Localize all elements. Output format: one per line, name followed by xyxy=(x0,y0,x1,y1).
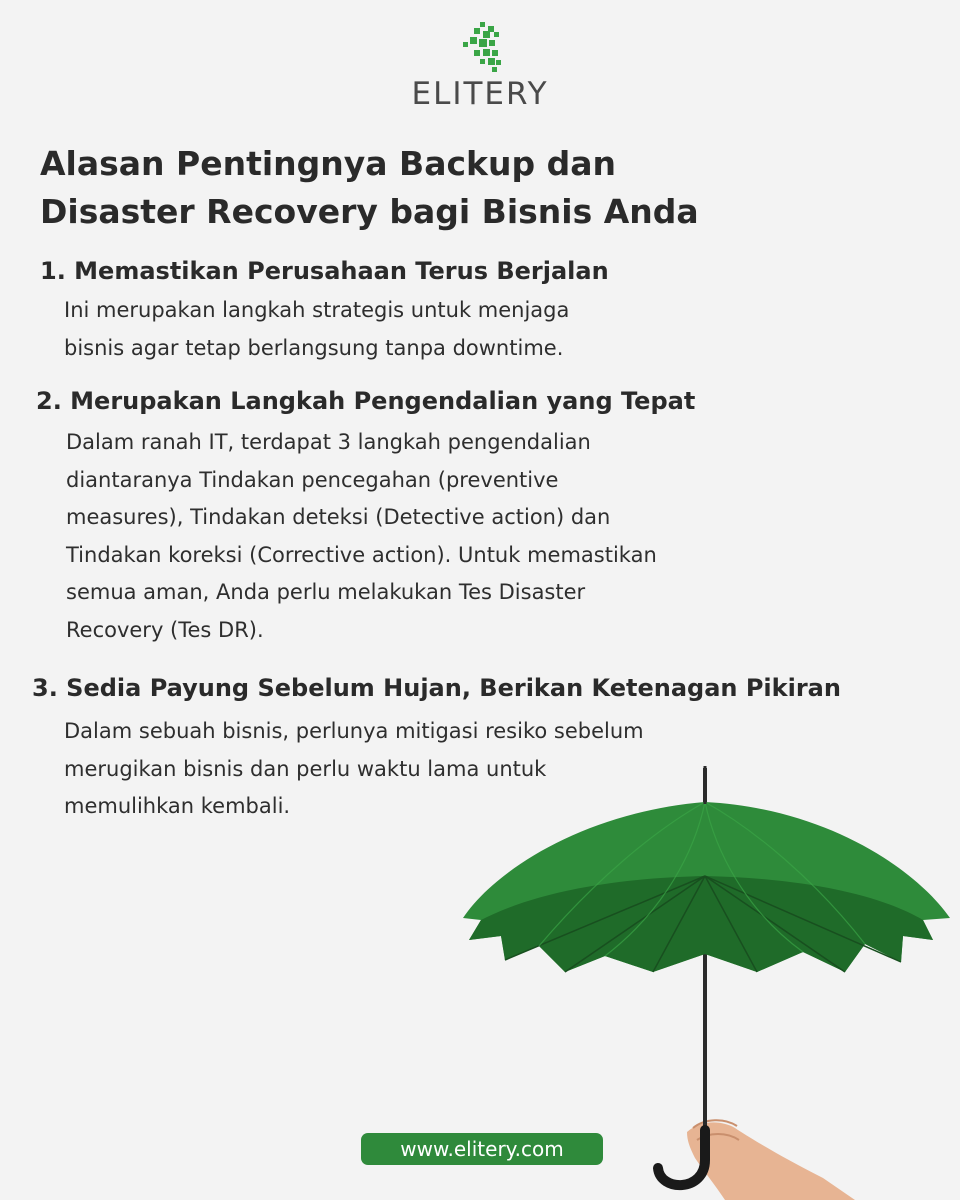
list-item-1 xyxy=(0,254,900,367)
body-line: merugikan bisnis dan perlu waktu lama untuk xyxy=(64,756,547,781)
brand-name: ELITERY xyxy=(411,76,549,112)
pixel-arrow-logo-icon xyxy=(450,22,510,74)
body-line: Dalam sebuah bisnis, perlunya mitigasi resiko sebelum xyxy=(64,719,644,743)
body-line: measures), Tindakan deteksi (Detective action) dan xyxy=(66,505,611,529)
item-body xyxy=(64,292,664,367)
body-line: memulihkan kembali. xyxy=(64,794,291,818)
body-line: semua aman, Anda perlu melakukan Tes Disaster xyxy=(66,580,586,604)
list-item-2 xyxy=(0,384,900,649)
url-text[interactable]: www.elitery.com xyxy=(400,1137,564,1161)
body-line: Dalam ranah IT, terdapat 3 langkah pengendalian xyxy=(66,430,591,454)
body-line: Ini merupakan langkah strategis untuk menjaga xyxy=(64,298,570,322)
item-heading: 3. Sedia Payung Sebelum Hujan, Berikan Ketenagan Pikiran xyxy=(32,674,841,702)
title-line-2: Disaster Recovery bagi Bisnis Anda xyxy=(40,192,699,231)
website-url[interactable] xyxy=(361,1133,603,1165)
body-line: bisnis agar tetap berlangsung tanpa downtime. xyxy=(64,335,564,360)
body-line: Tindakan koreksi (Corrective action). Untuk memastikan xyxy=(66,542,657,567)
brand-logo xyxy=(0,22,960,112)
item-heading: 2. Merupakan Langkah Pengendalian yang Tepat xyxy=(36,387,696,415)
item-heading: 1. Memastikan Perusahaan Terus Berjalan xyxy=(40,257,609,285)
title-line-1: Alasan Pentingnya Backup dan xyxy=(40,144,616,183)
body-line: diantaranya Tindakan pencegahan (preventive xyxy=(66,467,559,492)
body-line: Recovery (Tes DR). xyxy=(66,617,264,642)
page-title xyxy=(40,140,740,236)
item-body xyxy=(66,424,766,649)
